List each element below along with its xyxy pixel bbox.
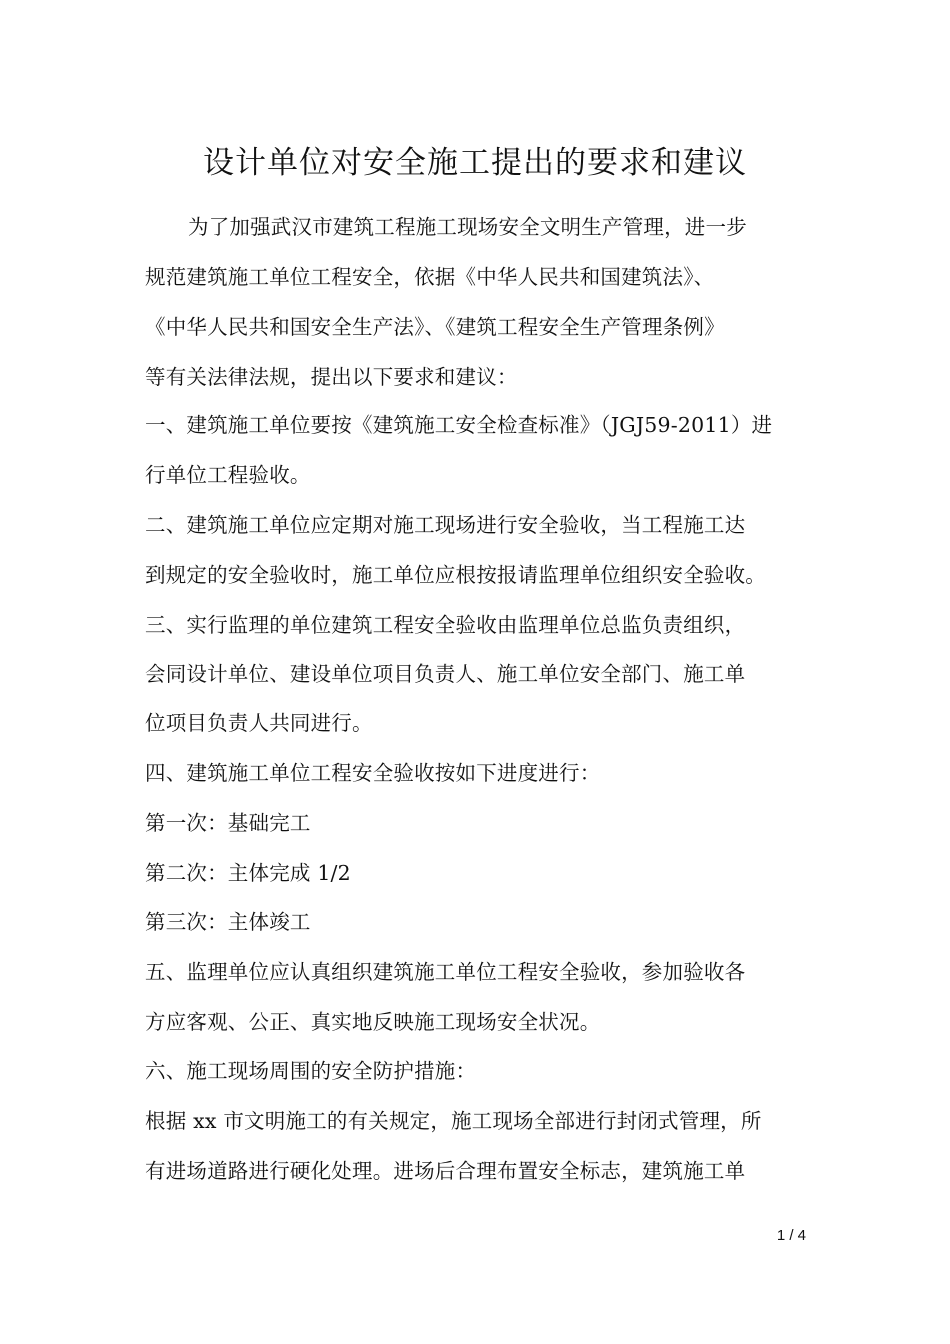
paragraph-line: 等有关法律法规，提出以下要求和建议： xyxy=(145,365,518,389)
paragraph-line: 三、实行监理的单位建筑工程安全验收由监理单位总监负责组织， xyxy=(145,613,746,637)
paragraph-line: 位项目负责人共同进行。 xyxy=(145,711,373,735)
paragraph-line: 到规定的安全验收时，施工单位应根按报请监理单位组织安全验收。 xyxy=(145,563,766,587)
paragraph-line: 方应客观、公正、真实地反映施工现场安全状况。 xyxy=(145,1010,601,1034)
paragraph-line: 会同设计单位、建设单位项目负责人、施工单位安全部门、施工单 xyxy=(145,662,746,686)
paragraph-line: 根据 xx 市文明施工的有关规定，施工现场全部进行封闭式管理，所 xyxy=(145,1109,762,1133)
paragraph-line: 行单位工程验收。 xyxy=(145,463,311,487)
page-number: 1 / 4 xyxy=(776,1227,806,1244)
paragraph-line: 二、建筑施工单位应定期对施工现场进行安全验收，当工程施工达 xyxy=(145,513,746,537)
paragraph-line: 第二次：主体完成 1/2 xyxy=(145,861,351,885)
paragraph-line: 有进场道路进行硬化处理。进场后合理布置安全标志，建筑施工单 xyxy=(145,1159,746,1183)
paragraph-line: 规范建筑施工单位工程安全，依据《中华人民共和国建筑法》、 xyxy=(145,265,715,289)
paragraph-line: 第一次：基础完工 xyxy=(145,811,311,835)
paragraph-line: 为了加强武汉市建筑工程施工现场安全文明生产管理，进一步 xyxy=(188,215,747,239)
paragraph-line: 四、建筑施工单位工程安全验收按如下进度进行： xyxy=(145,761,601,785)
paragraph-line: 第三次：主体竣工 xyxy=(145,910,311,934)
paragraph-line: 五、监理单位应认真组织建筑施工单位工程安全验收，参加验收各 xyxy=(145,960,746,984)
paragraph-line: 一、建筑施工单位要按《建筑施工安全检查标准》（JGJ59-2011）进 xyxy=(145,413,773,437)
document-title: 设计单位对安全施工提出的要求和建议 xyxy=(203,145,747,181)
paragraph-line: 《中华人民共和国安全生产法》、《建筑工程安全生产管理条例》 xyxy=(145,315,725,339)
paragraph-line: 六、施工现场周围的安全防护措施： xyxy=(145,1059,477,1083)
